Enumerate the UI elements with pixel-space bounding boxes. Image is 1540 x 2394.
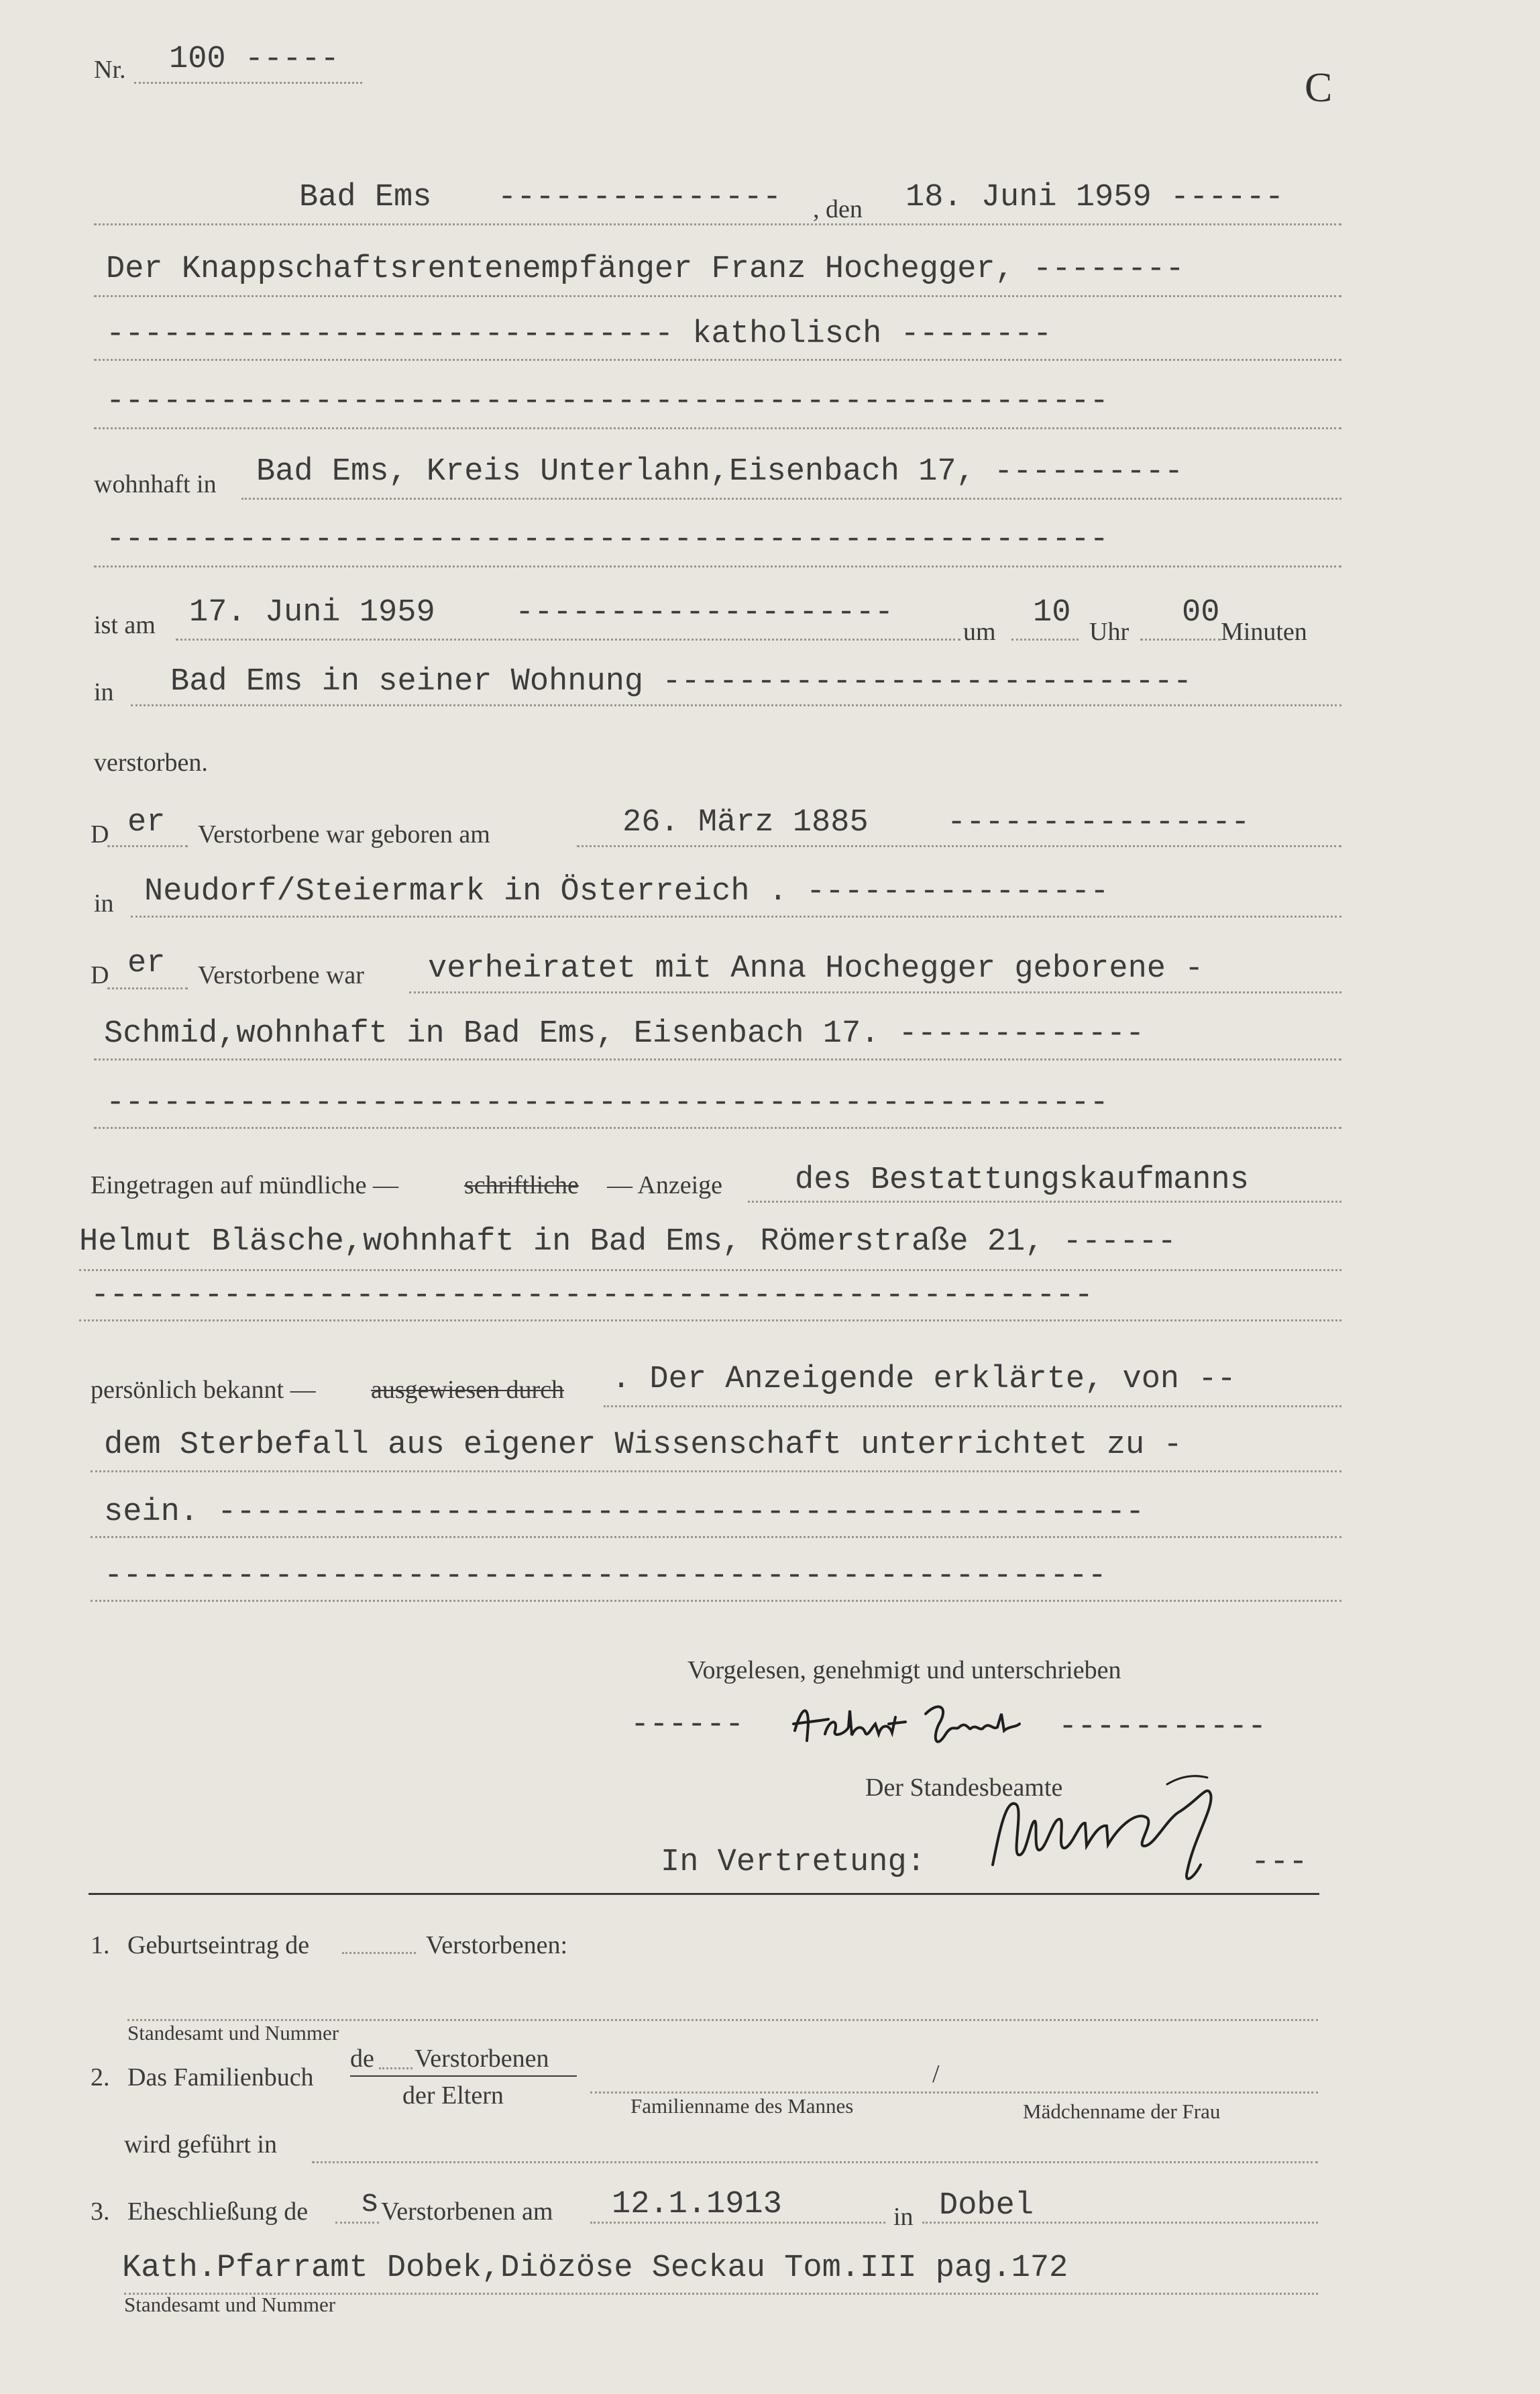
ist-am-label: ist am bbox=[94, 611, 156, 639]
marital-d-suffix: er bbox=[127, 946, 166, 981]
identity-line-3: sein. ------------------------------------------------- bbox=[104, 1494, 1145, 1530]
nr-dotline bbox=[134, 82, 362, 84]
dotline-birth-place bbox=[131, 916, 1341, 918]
death-date-fill: -------------------- bbox=[515, 595, 894, 631]
registration-line-2: Helmut Bläsche,wohnhaft in Bad Ems, Römerstraße 21, ------ bbox=[79, 1224, 1176, 1260]
identity-label-a: persönlich bekannt — bbox=[91, 1376, 316, 1404]
dotline-birth-d bbox=[107, 845, 188, 847]
registration-label-b: — Anzeige bbox=[607, 1171, 723, 1199]
registration-label-strike: schriftliche bbox=[464, 1171, 579, 1199]
registration-label-a: Eingetragen auf mündliche — bbox=[91, 1171, 399, 1199]
place-date-dotline bbox=[94, 223, 1341, 225]
item3-in: in bbox=[893, 2203, 914, 2231]
birth-in-label: in bbox=[94, 889, 114, 918]
item2-de: de bbox=[350, 2045, 374, 2073]
dotline-deceased-2 bbox=[94, 359, 1341, 361]
death-hour: 10 bbox=[1033, 595, 1071, 631]
item2-eltern: der Eltern bbox=[402, 2081, 504, 2110]
marital-line-2: Schmid,wohnhaft in Bad Ems, Eisenbach 17. ------------- bbox=[104, 1016, 1145, 1052]
dotline-deceased-1 bbox=[94, 295, 1341, 297]
place-fill: --------------- bbox=[498, 180, 782, 215]
dotline-marital-2 bbox=[94, 1058, 1341, 1060]
registration-line-3: ----------------------------------------------------- bbox=[91, 1278, 1093, 1313]
dotline-identity-2 bbox=[91, 1470, 1341, 1472]
standesbeamte-label: Der Standesbeamte bbox=[865, 1774, 1063, 1802]
birth-d-label: D bbox=[91, 820, 109, 849]
minuten-label: Minuten bbox=[1221, 618, 1307, 646]
dotline-marital-1 bbox=[409, 991, 1341, 993]
residence-line-1: Bad Ems, Kreis Unterlahn,Eisenbach 17, ---------- bbox=[256, 454, 1184, 490]
dotline-registration-2 bbox=[79, 1269, 1341, 1271]
nr-label: Nr. bbox=[94, 56, 126, 84]
item2-slash: / bbox=[932, 2060, 940, 2088]
vertretung-label: In Vertretung: bbox=[661, 1845, 926, 1880]
dotline-marital-d bbox=[107, 987, 188, 989]
item2-label-a: Das Familienbuch bbox=[127, 2063, 314, 2091]
place-text: Bad Ems bbox=[299, 180, 432, 215]
deceased-line-1: Der Knappschaftsrentenempfänger Franz Hochegger, -------- bbox=[106, 252, 1185, 287]
marital-line-1: verheiratet mit Anna Hochegger geborene - bbox=[428, 951, 1204, 987]
deceased-line-3: ----------------------------------------------------- bbox=[106, 384, 1109, 419]
dotline-deceased-3 bbox=[94, 427, 1341, 429]
registration-line-1: des Bestattungskaufmanns bbox=[795, 1162, 1249, 1198]
dotline-item1-de bbox=[342, 1952, 416, 1954]
residence-line-2: ----------------------------------------------------- bbox=[106, 522, 1109, 557]
dotline-death-place bbox=[131, 704, 1341, 706]
death-minutes: 00 bbox=[1182, 595, 1220, 631]
dotline-item2-de bbox=[379, 2067, 412, 2069]
dotline-birth-date bbox=[577, 845, 1341, 847]
standesamt-label-2: Standesamt und Nummer bbox=[124, 2293, 336, 2316]
maedchenname-label: Mädchenname der Frau bbox=[1023, 2100, 1221, 2123]
den-label: , den bbox=[813, 195, 863, 223]
identity-line-4: ----------------------------------------------------- bbox=[104, 1558, 1107, 1594]
item2-verstorbenen: Verstorbenen bbox=[415, 2045, 549, 2073]
dotline-minutes bbox=[1140, 639, 1221, 641]
item3-date: 12.1.1913 bbox=[612, 2187, 782, 2222]
informant-signature bbox=[788, 1694, 1030, 1754]
item3-place: Dobel bbox=[939, 2188, 1034, 2224]
birth-label: Verstorbene war geboren am bbox=[198, 820, 490, 849]
item3-label-b: Verstorbenen am bbox=[381, 2197, 553, 2226]
item1-label-a: Geburtseintrag de bbox=[127, 1931, 310, 1959]
dotline-hour bbox=[1011, 639, 1079, 641]
birth-d-suffix: er bbox=[127, 805, 166, 840]
um-label: um bbox=[963, 618, 996, 646]
nr-value: 100 ----- bbox=[169, 42, 339, 77]
uhr-label: Uhr bbox=[1089, 618, 1130, 646]
item2-fraction-line bbox=[350, 2075, 577, 2077]
death-date: 17. Juni 1959 bbox=[189, 595, 435, 631]
death-in-label: in bbox=[94, 678, 114, 706]
item1-number: 1. bbox=[91, 1931, 110, 1959]
birth-date: 26. März 1885 bbox=[622, 805, 869, 840]
wohnhaft-label: wohnhaft in bbox=[94, 470, 217, 498]
deceased-line-2: ------------------------------ katholisch -------- bbox=[106, 317, 1052, 352]
dotline-gefuehrt bbox=[312, 2161, 1318, 2163]
identity-label-strike: ausgewiesen durch bbox=[371, 1376, 565, 1404]
date-text: 18. Juni 1959 ------ bbox=[905, 180, 1284, 215]
dotline-identity-3 bbox=[91, 1536, 1341, 1538]
marital-d-label: D bbox=[91, 961, 109, 989]
item3-s: s bbox=[360, 2185, 380, 2221]
dotline-residence-1 bbox=[241, 498, 1341, 500]
dotline-registration-1 bbox=[748, 1201, 1341, 1203]
vertretung-fill: --- bbox=[1251, 1845, 1308, 1880]
item3-label-a: Eheschließung de bbox=[127, 2197, 309, 2226]
sig-left-fill: ------ bbox=[630, 1707, 745, 1743]
corner-letter: C bbox=[1305, 65, 1333, 111]
dotline-residence-2 bbox=[94, 565, 1341, 567]
identity-line-1: . Der Anzeigende erklärte, von -- bbox=[612, 1362, 1236, 1397]
item1-label-b: Verstorbenen: bbox=[426, 1931, 568, 1959]
verstorben-label: verstorben. bbox=[94, 749, 208, 777]
dotline-identity-4 bbox=[91, 1600, 1341, 1602]
dotline-marital-3 bbox=[94, 1127, 1341, 1129]
item3-registry: Kath.Pfarramt Dobek,Diözöse Seckau Tom.III pag.172 bbox=[122, 2250, 1068, 2286]
item3-number: 3. bbox=[91, 2197, 110, 2226]
birth-date-fill: ---------------- bbox=[947, 805, 1250, 840]
marital-label: Verstorbene war bbox=[198, 961, 364, 989]
section-rule bbox=[89, 1893, 1319, 1895]
familienname-label: Familienname des Mannes bbox=[630, 2094, 854, 2118]
marital-line-3: ----------------------------------------------------- bbox=[106, 1085, 1109, 1121]
death-place: Bad Ems in seiner Wohnung ---------------------------- bbox=[170, 664, 1193, 700]
standesamt-label-1: Standesamt und Nummer bbox=[127, 2021, 339, 2045]
dotline-item3-de bbox=[335, 2222, 379, 2224]
vorgelesen-text: Vorgelesen, genehmigt und unterschrieben bbox=[688, 1656, 1121, 1684]
dotline-item2-names bbox=[590, 2091, 1318, 2093]
identity-line-2: dem Sterbefall aus eigener Wissenschaft unterrichtet zu - bbox=[104, 1427, 1182, 1463]
gefuehrt-label: wird geführt in bbox=[124, 2130, 277, 2159]
registrar-signature bbox=[979, 1771, 1248, 1885]
birth-place: Neudorf/Steiermark in Österreich . ---------------- bbox=[144, 874, 1109, 910]
sig-right-fill: ----------- bbox=[1058, 1709, 1267, 1745]
item2-number: 2. bbox=[91, 2063, 110, 2091]
dotline-death-date bbox=[176, 639, 960, 641]
dotline-registration-3 bbox=[79, 1319, 1341, 1321]
dotline-identity-1 bbox=[604, 1405, 1341, 1407]
